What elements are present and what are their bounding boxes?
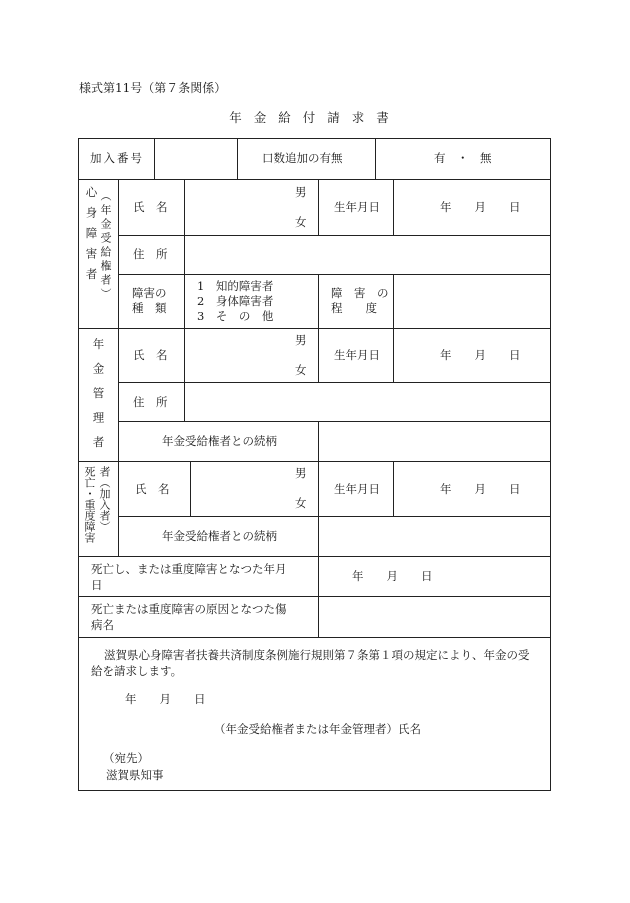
guardian-birth-date-field[interactable]: 年 月 日 [440, 348, 521, 362]
disability-degree-label-1: 障 害 の [331, 286, 389, 300]
guardian-sex-male[interactable]: 男 [295, 333, 307, 347]
additional-units-choice[interactable]: 有 ・ 無 [434, 151, 492, 165]
enrollment-number-label: 加入番号 [90, 151, 144, 165]
form-number: 様式第11号（第７条関係） [79, 81, 227, 95]
disability-degree-field[interactable] [394, 275, 549, 327]
death-cause-label-line2: 病名 [91, 618, 114, 632]
guardian-relation-label: 年金受給権者との続柄 [162, 434, 277, 448]
death-date-label-line2: 日 [91, 578, 103, 592]
disabled-address-label: 住 所 [133, 247, 168, 261]
guardian-relation-field[interactable] [319, 422, 549, 460]
enrollment-number-field[interactable] [155, 139, 237, 179]
disability-type-option-1[interactable]: 1 知的障害者 [197, 279, 274, 293]
disability-degree-label-2: 程 度 [331, 301, 377, 315]
form-title: 年金給付請求書 [229, 110, 401, 125]
guardian-address-label: 住 所 [133, 395, 168, 409]
disabled-person-side-sublabel: （年金受給権者） [99, 190, 112, 302]
death-date-field[interactable]: 年 月 日 [352, 569, 433, 583]
deceased-side-label-1: 死亡・重度障害 [83, 466, 96, 543]
addressee: 滋賀県知事 [106, 768, 164, 782]
deceased-side-label-2: 者（加入者） [98, 466, 111, 532]
deceased-relation-field[interactable] [319, 517, 549, 555]
disabled-birth-date-field[interactable]: 年 月 日 [440, 200, 521, 214]
declaration-text-line1: 滋賀県心身障害者扶養共済制度条例施行規則第７条第１項の規定により、年金の受 [104, 648, 530, 662]
guardian-birth-label: 生年月日 [334, 348, 380, 362]
guardian-sex-female[interactable]: 女 [295, 363, 307, 377]
guardian-name-label: 氏 名 [133, 348, 168, 362]
disability-type-label-2: 種 類 [132, 301, 167, 315]
disabled-address-field[interactable] [185, 236, 549, 273]
additional-units-label: 口数追加の有無 [262, 151, 343, 165]
deceased-relation-label: 年金受給権者との続柄 [162, 529, 277, 543]
disability-type-option-2[interactable]: 2 身体障害者 [197, 294, 274, 308]
guardian-name-field[interactable] [185, 329, 295, 381]
deceased-birth-label: 生年月日 [334, 482, 380, 496]
deceased-sex-male[interactable]: 男 [295, 466, 307, 480]
disability-type-option-3[interactable]: 3 そ の 他 [197, 309, 274, 323]
death-cause-label-line1: 死亡または重度障害の原因となつた傷 [91, 602, 287, 616]
disabled-name-field[interactable] [185, 180, 295, 234]
death-cause-field[interactable] [319, 597, 549, 636]
death-date-label-line1: 死亡し、または重度障害となつた年月 [91, 562, 287, 576]
disabled-person-side-label: 心身障害者 [84, 186, 99, 289]
deceased-sex-female[interactable]: 女 [295, 496, 307, 510]
declaration-date-field[interactable]: 年 月 日 [125, 692, 206, 706]
addressee-label: （宛先） [103, 751, 149, 765]
disability-type-label-1: 障害の [132, 286, 167, 300]
disabled-birth-label: 生年月日 [334, 200, 380, 214]
disabled-sex-male[interactable]: 男 [295, 185, 307, 199]
signature-field[interactable] [430, 716, 540, 740]
deceased-name-field[interactable] [191, 462, 295, 515]
guardian-address-field[interactable] [185, 383, 549, 420]
declaration-text-line2: 給を請求します。 [91, 664, 183, 678]
signature-label: （年金受給権者または年金管理者）氏名 [214, 722, 421, 736]
deceased-name-label: 氏 名 [135, 482, 170, 496]
disabled-sex-female[interactable]: 女 [295, 215, 307, 229]
disabled-name-label: 氏 名 [133, 200, 168, 214]
guardian-side-label: 年金管理者 [91, 338, 106, 461]
deceased-birth-date-field[interactable]: 年 月 日 [440, 482, 521, 496]
